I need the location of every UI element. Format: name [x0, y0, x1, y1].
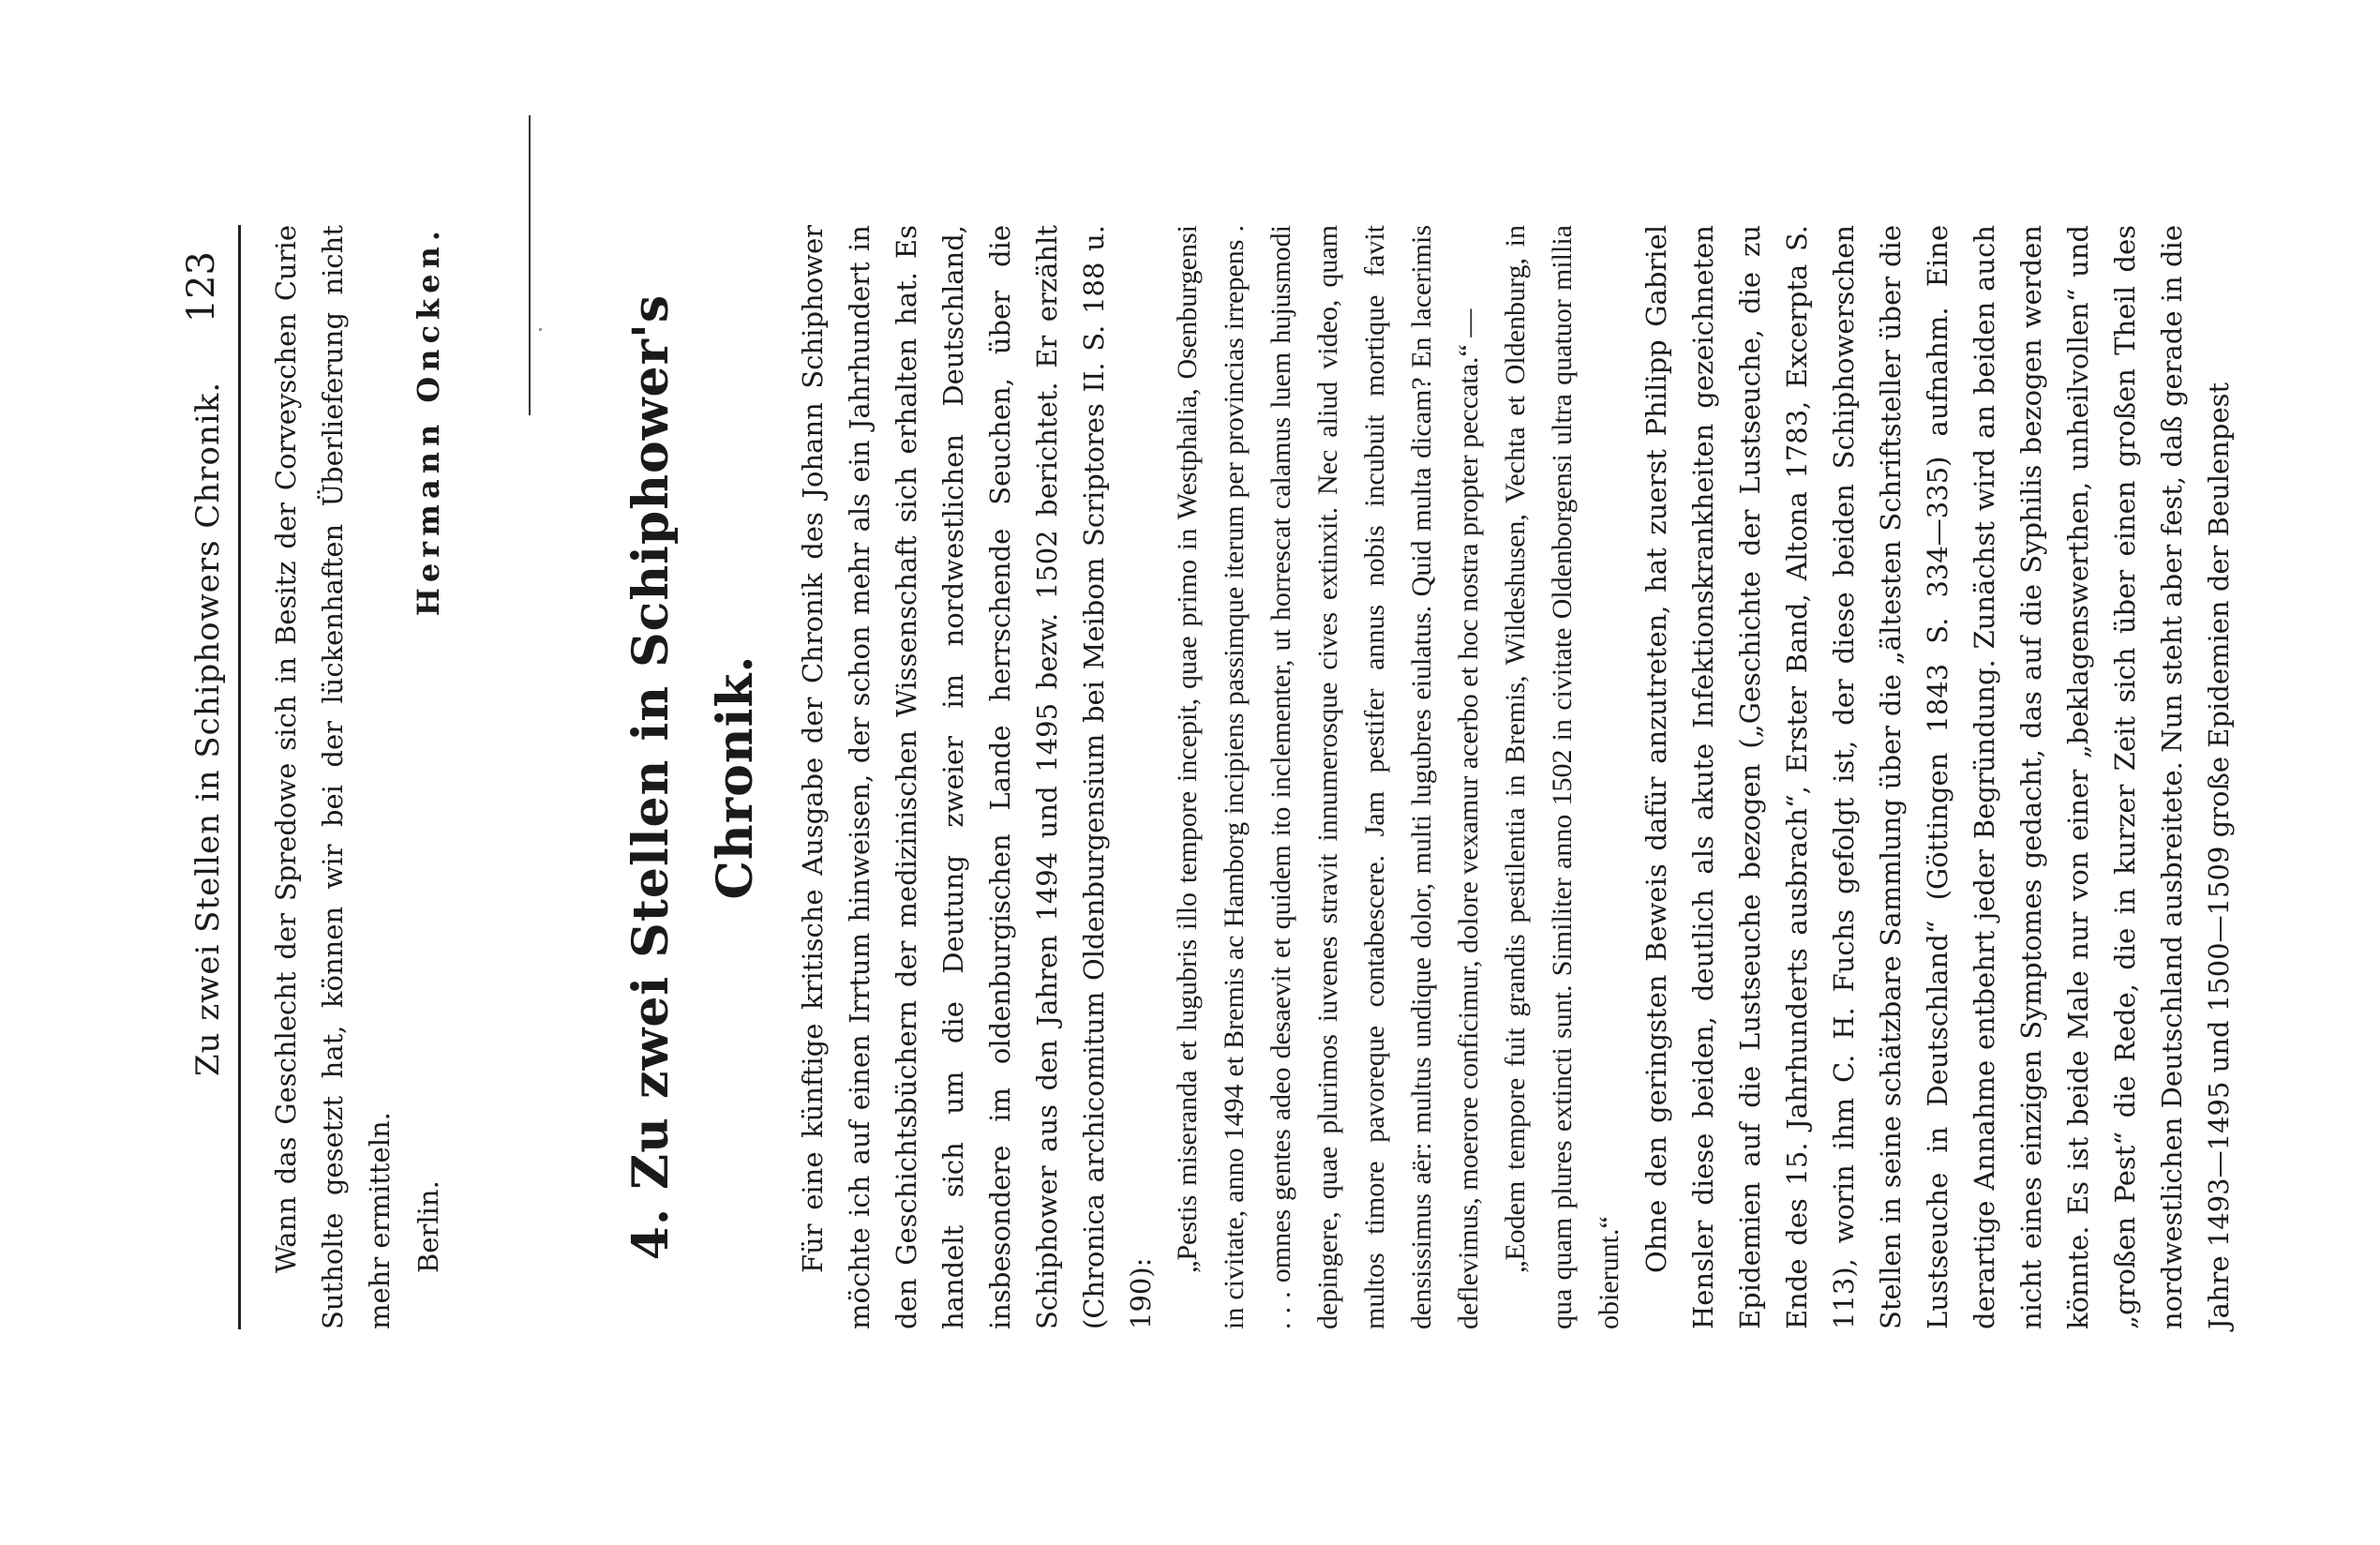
article-paragraph-discussion: Ohne den geringsten Beweis dafür anzutreten, hat zuerst Philipp Gabriel Hensler diese beiden, deutlich als akute Infektionskrankheiten gezeichneten Epidemien auf die Lustseuche bezogen („Geschichte der Lustseuche, die zu Ende des 15. Jahrhunderts ausbrach“, Erster Band, Altona 1783, Excerpta S. 113), worin ihm C. H. Fuchs gefolgt ist, der diese beiden Schiphowerschen Stellen in seine schätzbare Sammlung über die „ältesten Schriftsteller über die Lustseuche in Deutschland“ (Göttingen 1843 S. 334—335) aufnahm. Eine derartige Annahme entbehrt jeder Begründung. Zunächst wird an beiden auch nicht eines einzigen Symptomes gedacht, das auf die Syphilis bezogen werden könnte. Es ist beide Male nur von einer „beklagenswerthen, unheilvollen“ und „großen Pest“ die Rede, die in kurzer Zeit sich über einen großen Theil des nordwestlichen Deutschland ausbreitete. Nun steht aber fest, daß gerade in die Jahre 1493—1495 und 1500—1509 große Epidemien der Beulenpest [1640, 225, 2235, 1329]
running-head [178, 225, 234, 1329]
running-head-title: Zu zwei Stellen in Schiphowers Chronik. [189, 381, 227, 1076]
author-signature: Hermann Oncken. [411, 225, 446, 617]
article [609, 225, 2242, 1329]
header-rule [238, 225, 241, 1329]
page-content [0, 225, 2380, 1329]
article-paragraph-latin-quote-2: „Eodem tempore fuit grandis pestilentia in Bremis, Wildeshusen, Vechta et Oldenburg, in qua quam plures extincti sunt. Similiter anno 1502 in civitate Oldenborgensi ultra quatuor millia obierunt.“ [1500, 225, 1624, 1329]
article-title: 4. Zu zwei Stellen in Schiphower's Chronik. [622, 293, 764, 1261]
previous-article-paragraph: Wann das Geschlecht der Spredowe sich in Besitz der Corveyschen Curie Sutholte gesetzt hat, können wir bei der lückenhaften Überlieferung nicht mehr ermitteln. [270, 225, 396, 1329]
section-divider [529, 115, 531, 415]
place-line: Berlin. [412, 1180, 444, 1273]
article-paragraph-latin-quote-1: „Pestis miseranda et lugubris illo tempore incepit, quae primo in Westphalia, Osenburgensi in civitate, anno 1494 et Bremis ac Hamborg incipiens passimque iterum per provincias irrepens . . . . omnes gentes adeo desaevit et quidem ito inclementer, ut horrescat calamus luem hujusmodi depingere, quae plurimos iuvenes stravit innumerosque cives extinxit. Nec aliud video, quam multos timore pavoreque contabescere. Jam pestifer annus nobis incubuit mortique favit densissimus aër: multus undique dolor, multi lugubres eiulatus. Quid multa dicam? En lacerimis deflevimus, moerore conficimur, dolore vexamur acerbo et hoc nostra propter peccata.“ — [1172, 225, 1484, 1329]
previous-article [262, 225, 452, 1329]
print-speck [539, 328, 542, 331]
signature-line [405, 225, 452, 1329]
article-paragraph-intro: Für eine künftige kritische Ausgabe der Chronik des Johann Schiphower möchte ich auf einen Irrtum hinweisen, der schon mehr als ein Jahrhundert in den Geschichtsbüchern der medizinischen Wissenschaft sich erhalten hat. Es handelt sich um die Deutung zweier im nordwestlichen Deutschland, insbesondere im oldenburgischen Lande herrschende Seuchen, über die Schiphower aus den Jahren 1494 und 1495 bezw. 1502 berichtet. Er erzählt (Chronica archicomitum Oldenburgensium bei Meibom Scriptores II. S. 188 u. 190): [797, 225, 1157, 1329]
page-number: 123 [180, 251, 223, 323]
